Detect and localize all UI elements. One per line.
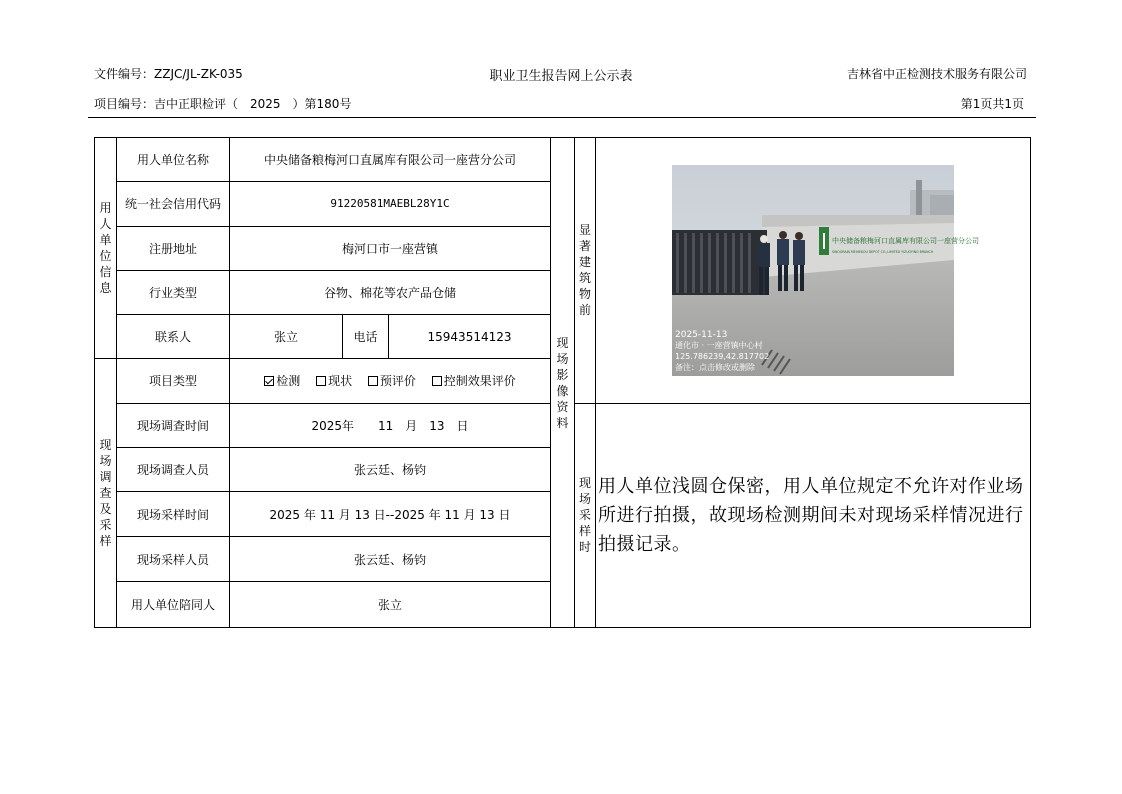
surveyors: 张云廷、杨钧 <box>230 447 551 491</box>
svg-text:2025-11-13: 2025-11-13 <box>675 329 728 340</box>
section-site-image: 现场影像资料 <box>551 138 575 628</box>
header-rule <box>88 117 1036 118</box>
svg-text:中央储备粮梅河口直属库有限公司一座营分公司: 中央储备粮梅河口直属库有限公司一座营分公司 <box>832 236 980 245</box>
address: 梅河口市一座营镇 <box>230 226 551 270</box>
svg-text:通化市 · 一座营镇中心村: 通化市 · 一座营镇中心村 <box>675 340 763 350</box>
survey-time: 2025年 11 月 13 日 <box>230 403 551 447</box>
label-credit-code: 统一社会信用代码 <box>117 182 230 226</box>
svg-text:SINOGRAIN MEIHEKOU DEPOT CO.,L: SINOGRAIN MEIHEKOU DEPOT CO.,LIMITED YIZUOYING BRANCH <box>832 249 934 254</box>
page-number: 第1页共1页 <box>960 97 1024 111</box>
project-number: 项目编号：吉中正职检评（ 2025 ）第180号 <box>94 97 352 111</box>
label-contact: 联系人 <box>117 315 230 359</box>
credit-code: 91220581MAEBL28Y1C <box>230 182 551 226</box>
label-phone: 电话 <box>343 315 389 359</box>
document-title: 职业卫生报告网上公示表 <box>489 69 633 84</box>
checkbox-icon[interactable] <box>432 376 442 386</box>
sampling-note: 用人单位浅圆仓保密，用人单位规定不允许对作业场所进行拍摄，故现场检测期间未对现场采样情况进行拍摄记录。 <box>598 475 1024 555</box>
label-samplers: 现场采样人员 <box>117 537 230 581</box>
section-sampling-time: 现场采样时 <box>575 403 596 627</box>
section-building-front: 显著建筑物前 <box>575 138 596 404</box>
label-project-type: 项目类型 <box>117 359 230 403</box>
photo-cell <box>596 138 1031 404</box>
site-photo <box>672 165 980 376</box>
employer-name: 中央储备粮梅河口直属库有限公司一座营分公司 <box>230 138 551 182</box>
checkbox-checked-icon[interactable] <box>264 376 274 386</box>
companion: 张立 <box>230 581 551 627</box>
option-control-effect[interactable]: 控制效果评价 <box>432 374 516 388</box>
site-photo-image <box>672 165 980 376</box>
industry: 谷物、棉花等农产品仓储 <box>230 270 551 314</box>
label-industry: 行业类型 <box>117 270 230 314</box>
option-testing[interactable]: 检测 <box>264 374 300 388</box>
project-type-options <box>230 359 551 403</box>
checkbox-icon[interactable] <box>368 376 378 386</box>
checkbox-icon[interactable] <box>316 376 326 386</box>
svg-text:125.786239,42.817702: 125.786239,42.817702 <box>675 351 770 361</box>
document-number: 文件编号：ZZJC/JL-ZK-035 <box>94 67 243 81</box>
label-survey-time: 现场调查时间 <box>117 403 230 447</box>
svg-text:备注：点击修改或删除: 备注：点击修改或删除 <box>675 362 756 372</box>
company-name: 吉林省中正检测技术服务有限公司 <box>846 67 1027 81</box>
option-status[interactable]: 现状 <box>316 374 352 388</box>
sampling-note-cell <box>596 403 1031 627</box>
section-employer-info: 用人单位信息 <box>95 138 117 359</box>
label-address: 注册地址 <box>117 226 230 270</box>
person-figures <box>758 231 805 295</box>
sampling-time: 2025 年 11 月 13 日--2025 年 11 月 13 日 <box>230 492 551 537</box>
label-companion: 用人单位陪同人 <box>117 581 230 627</box>
samplers: 张云廷、杨钧 <box>230 537 551 581</box>
label-surveyors: 现场调查人员 <box>117 447 230 491</box>
phone: 15943514123 <box>389 315 551 359</box>
label-employer-name: 用人单位名称 <box>117 138 230 182</box>
option-pre-evaluation[interactable]: 预评价 <box>368 374 416 388</box>
disclosure-table <box>94 137 1031 628</box>
section-survey-sampling: 现场调查及采样 <box>95 359 117 628</box>
contact: 张立 <box>230 315 343 359</box>
label-sampling-time: 现场采样时间 <box>117 492 230 537</box>
